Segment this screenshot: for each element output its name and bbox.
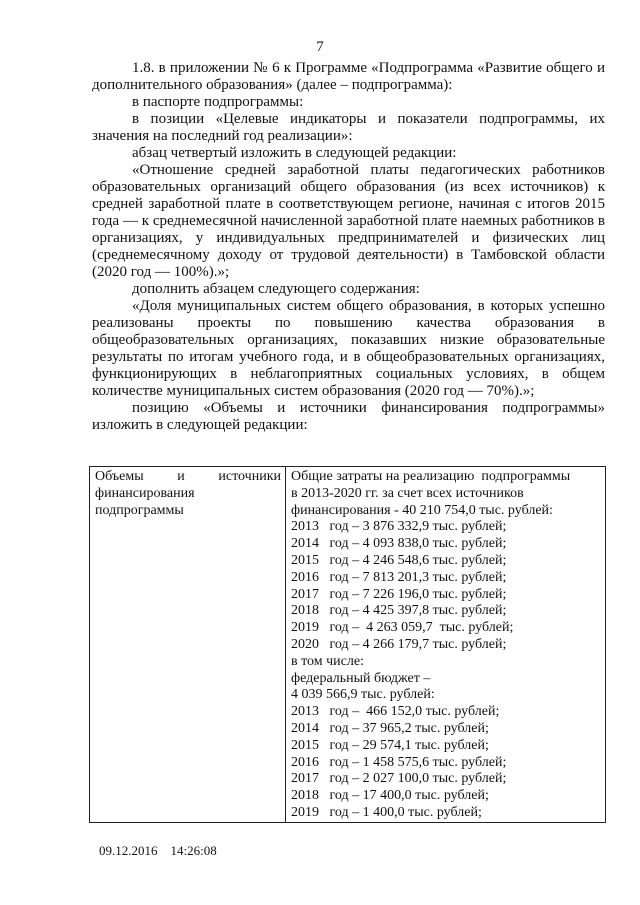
financing-lines	[291, 469, 601, 822]
table-row	[90, 467, 606, 823]
financing-line: 2016 год – 7 813 201,3 тыс. рублей;	[291, 569, 507, 585]
financing-line: 2019 год – 1 400,0 тыс. рублей;	[291, 804, 482, 820]
table-label-line: финансирования	[95, 485, 195, 501]
document-body	[92, 60, 605, 434]
footer-time: 14:26:08	[170, 843, 217, 858]
table-label-line: Объемы и источники	[95, 469, 281, 484]
financing-line: 2014 год – 4 093 838,0 тыс. рублей;	[291, 536, 507, 552]
paragraph: позицию «Объемы и источники финансирования подпрограммы» изложить в следующей редакции:	[92, 400, 605, 433]
table-label-line: подпрограммы	[95, 502, 184, 518]
financing-line: в 2013-2020 гг. за счет всех источников	[291, 485, 524, 501]
table-cell-label	[90, 467, 286, 823]
paragraph: 1.8. в приложении № 6 к Программе «Подпрограмма «Развитие общего и дополнительного образования» (далее – подпрограмма):	[92, 60, 605, 93]
financing-line: 2013 год – 466 152,0 тыс. рублей;	[291, 704, 500, 720]
paragraph: в паспорте подпрограммы:	[132, 94, 304, 110]
financing-table	[89, 466, 606, 823]
paragraph: в позиции «Целевые индикаторы и показатели подпрограммы, их значения на последний год реализации»:	[92, 111, 605, 144]
financing-line: 2017 год – 7 226 196,0 тыс. рублей;	[291, 586, 507, 602]
financing-line: федеральный бюджет –	[291, 670, 431, 686]
paragraph: абзац четвертый изложить в следующей редакции:	[132, 145, 457, 161]
financing-line: 2016 год – 1 458 575,6 тыс. рублей;	[291, 754, 507, 770]
financing-line: 2019 год – 4 263 059,7 тыс. рублей;	[291, 620, 514, 636]
financing-line: финансирования - 40 210 754,0 тыс. рублей:	[291, 502, 553, 518]
financing-line: 2018 год – 4 425 397,8 тыс. рублей;	[291, 603, 507, 619]
footer-timestamp	[99, 843, 217, 859]
page-number: 7	[316, 39, 324, 55]
financing-line: 2018 год – 17 400,0 тыс. рублей;	[291, 788, 489, 804]
financing-line: 2020 год – 4 266 179,7 тыс. рублей;	[291, 636, 507, 652]
financing-line: в том числе:	[291, 653, 364, 669]
table-cell-value	[286, 467, 606, 823]
financing-line: 2014 год – 37 965,2 тыс. рублей;	[291, 720, 489, 736]
financing-line: 2015 год – 4 246 548,6 тыс. рублей;	[291, 552, 507, 568]
financing-line: Общие затраты на реализацию подпрограммы	[291, 469, 571, 484]
footer-date: 09.12.2016	[99, 843, 158, 858]
paragraph: «Доля муниципальных систем общего образования, в которых успешно реализованы проекты по повышению качества образования в общеобразовательных организациях, показавших низкие образовательные результаты по итогам учебного года, и в общеобразовательных организациях, функционирующих в неблагоприятных социальных условиях, в общем количестве муниципальных систем образования (2020 год — 70%).»;	[92, 298, 605, 399]
financing-line: 2013 год – 3 876 332,9 тыс. рублей;	[291, 519, 507, 535]
financing-line: 4 039 566,9 тыс. рублей:	[291, 687, 435, 703]
paragraph: дополнить абзацем следующего содержания:	[132, 281, 420, 297]
financing-line: 2015 год – 29 574,1 тыс. рублей;	[291, 737, 489, 753]
paragraph: «Отношение средней заработной платы педагогических работников образовательных организаций общего образования (из всех источников) к средней заработной плате в соответствующем регионе, начиная с итогов 2015 года — к среднемесячной начисленной заработной плате наемных работников в организациях, у индивидуальных предпринимателей и физических лиц (среднемесячному доходу от трудовой деятельности) в Тамбовской области (2020 год — 100%).»;	[92, 162, 605, 280]
financing-line: 2017 год – 2 027 100,0 тыс. рублей;	[291, 771, 507, 787]
